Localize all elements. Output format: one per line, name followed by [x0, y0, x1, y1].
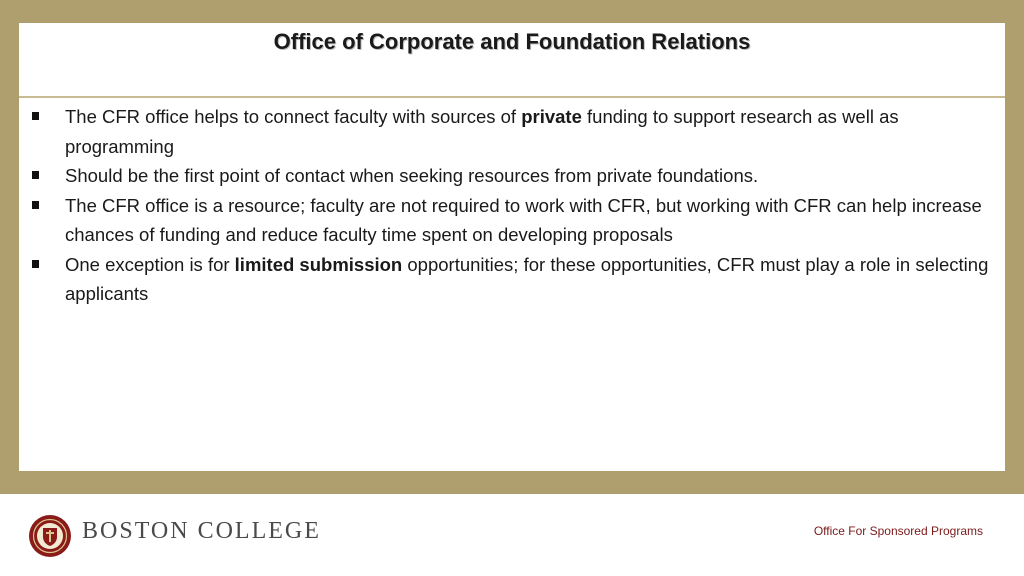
bullet-list — [29, 102, 1001, 309]
slide-footer — [0, 494, 1024, 576]
slide-panel — [19, 23, 1005, 471]
bullet-text: One exception is for — [65, 253, 235, 275]
bullet-text: The CFR office is a resource; faculty are not required to work with CFR, but working with CFR can help increase chances of funding and reduce faculty time spent on developing proposals — [65, 194, 982, 245]
department-label: Office For Sponsored Programs — [813, 524, 983, 538]
boston-college-seal-icon — [28, 514, 72, 558]
bullet-bold-text: private — [521, 106, 582, 127]
bullet-square-icon — [32, 112, 39, 120]
bullet-text: The CFR office helps to connect faculty with sources of — [65, 106, 522, 127]
slide-title: Office of Corporate and Foundation Relations — [273, 29, 751, 54]
bullet-square-icon — [32, 171, 39, 179]
bullet-item — [29, 102, 1001, 161]
bullet-square-icon — [32, 260, 39, 268]
boston-college-logo-text: BOSTON COLLEGE — [82, 518, 321, 544]
bullet-item — [29, 191, 1001, 250]
bullet-text: Should be the first point of contact when seeking resources from private foundations. — [65, 165, 759, 186]
bullet-square-icon — [32, 201, 39, 209]
bullet-text: opportunities; for these opportunities, CFR must play a role in selecting applicants — [65, 253, 989, 304]
bullet-text: funding to support research as well as programming — [65, 106, 899, 157]
bullet-item — [29, 161, 1001, 191]
bullet-item — [29, 250, 1001, 309]
bullet-bold-text: limited submission — [234, 253, 403, 275]
title-bar — [19, 23, 1005, 98]
